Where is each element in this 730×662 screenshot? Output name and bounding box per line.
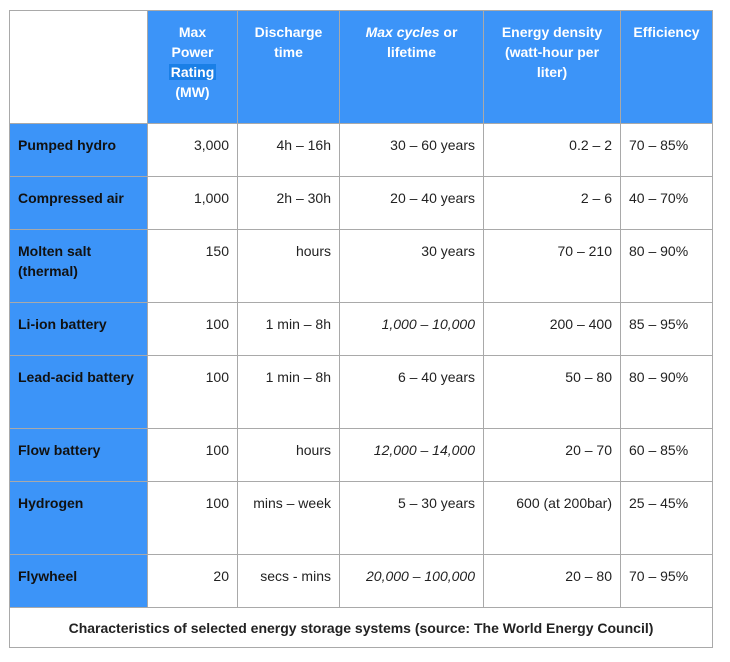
cell-density: 20 – 70 [484,429,621,482]
cell-cycles: 30 – 60 years [340,124,484,177]
cell-efficiency: 25 – 45% [621,482,713,555]
cell-discharge: 1 min – 8h [238,356,340,429]
table-row [10,303,713,356]
cell-discharge: mins – week [238,482,340,555]
cell-cycles: 1,000 – 10,000 [340,303,484,356]
header-discharge-label: Discharge time [254,24,323,60]
row-label: Lead-acid battery [10,356,148,429]
cell-discharge: 2h – 30h [238,177,340,230]
cell-efficiency: 60 – 85% [621,429,713,482]
header-max-power-unit: (MW) [175,84,210,100]
table-row [10,429,713,482]
row-label: Li-ion battery [10,303,148,356]
header-cycles-rest: or lifetime [386,24,458,60]
header-cycles-italic: Max cycles [365,24,440,40]
header-energy-density-label: Energy density (watt-hour per liter) [501,24,603,80]
row-label: Pumped hydro [10,124,148,177]
table-row [10,124,713,177]
row-label: Molten salt (thermal) [10,230,148,303]
energy-storage-table [9,10,713,648]
cell-efficiency: 85 – 95% [621,303,713,356]
cell-power: 3,000 [148,124,238,177]
cell-power: 150 [148,230,238,303]
cell-cycles: 6 – 40 years [340,356,484,429]
cell-cycles: 12,000 – 14,000 [340,429,484,482]
header-max-power-line1: Max [178,24,207,40]
cell-power: 100 [148,482,238,555]
row-label: Flow battery [10,429,148,482]
header-corner-cell [10,11,148,124]
header-row [10,11,713,124]
cell-power: 1,000 [148,177,238,230]
table-caption: Characteristics of selected energy storage systems (source: The World Energy Council) [10,608,713,648]
cell-density: 600 (at 200bar) [484,482,621,555]
cell-power: 20 [148,555,238,608]
cell-discharge: 1 min – 8h [238,303,340,356]
cell-density: 50 – 80 [484,356,621,429]
cell-efficiency: 80 – 90% [621,230,713,303]
table-row [10,230,713,303]
row-label: Flywheel [10,555,148,608]
table-row [10,555,713,608]
cell-density: 70 – 210 [484,230,621,303]
cell-discharge: hours [238,230,340,303]
header-discharge-time [238,11,340,124]
cell-power: 100 [148,429,238,482]
header-max-cycles [340,11,484,124]
header-efficiency [621,11,713,124]
cell-power: 100 [148,356,238,429]
cell-density: 2 – 6 [484,177,621,230]
cell-discharge: secs - mins [238,555,340,608]
cell-discharge: 4h – 16h [238,124,340,177]
cell-density: 20 – 80 [484,555,621,608]
cell-efficiency: 40 – 70% [621,177,713,230]
cell-cycles: 5 – 30 years [340,482,484,555]
cell-discharge: hours [238,429,340,482]
header-max-power-highlighted-text[interactable]: Rating [170,64,215,80]
header-energy-density [484,11,621,124]
cell-efficiency: 70 – 95% [621,555,713,608]
header-max-power-line2: Power [171,44,214,60]
table-row [10,177,713,230]
table-row [10,356,713,429]
cell-power: 100 [148,303,238,356]
cell-efficiency: 70 – 85% [621,124,713,177]
cell-cycles: 20 – 40 years [340,177,484,230]
cell-density: 200 – 400 [484,303,621,356]
caption-row [10,608,713,648]
row-label: Hydrogen [10,482,148,555]
cell-cycles: 20,000 – 100,000 [340,555,484,608]
cell-density: 0.2 – 2 [484,124,621,177]
header-efficiency-label: Efficiency [633,24,700,40]
row-label: Compressed air [10,177,148,230]
cell-cycles: 30 years [340,230,484,303]
header-max-power [148,11,238,124]
cell-efficiency: 80 – 90% [621,356,713,429]
table-row [10,482,713,555]
